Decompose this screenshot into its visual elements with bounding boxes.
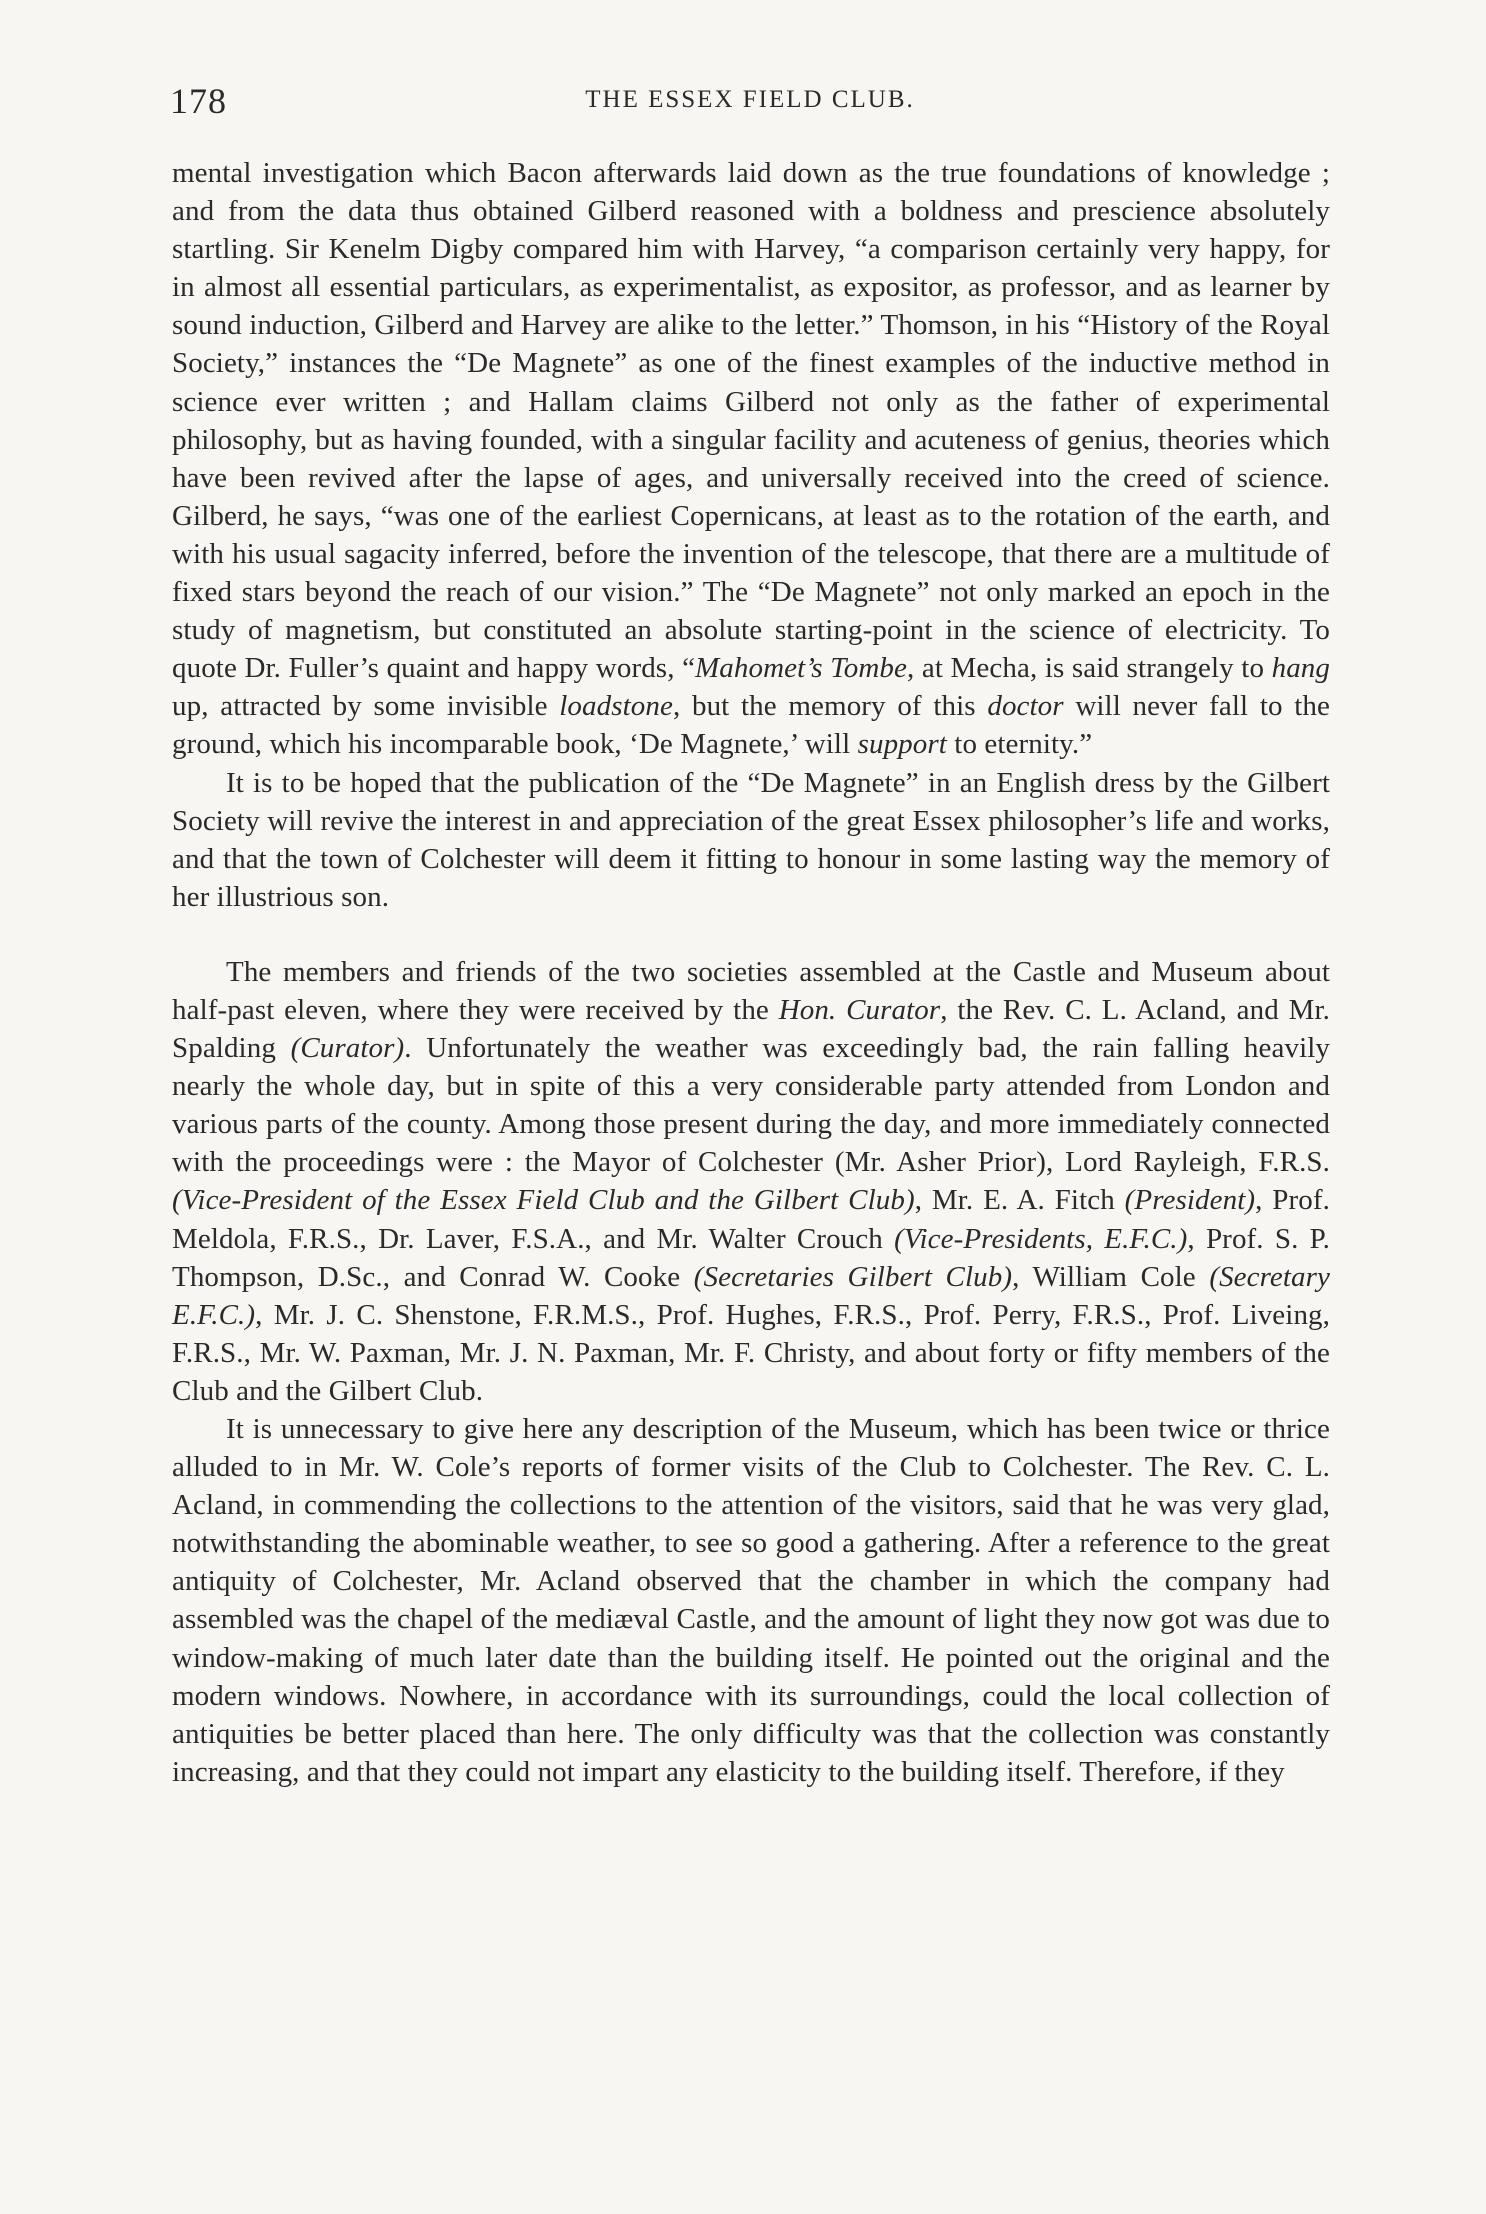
text-run: , Mr. E. A. Fitch	[914, 1184, 1125, 1217]
text-run: , Mr. J. C. Shenstone, F.R.M.S., Prof. Hughes, F.R.S., Prof. Perry, F.R.S., Prof. Liveing, F.R.S., Mr. W. Paxman, Mr. J. N. Paxman, Mr. F. Christy, and about forty or fifty members of the Club and the Gilbert Club.	[172, 1298, 1330, 1407]
text-run: It is unnecessary to give here any description of the Museum, which has been twice or thrice alluded to in Mr. W. Cole’s reports of former visits of the Club to Colchester. The Rev. C. L. Acland, in commending the collections to the attention of the visitors, said that he was very glad, notwithstanding the abominable weather, to see so good a gathering. After a reference to the great antiquity of Colchester, Mr. Acland observed that the chamber in which the company had assembled was the chapel of the mediæval Castle, and the amount of light they now got was due to window-making of much later date than the building itself. He pointed out the original and the modern windows. Nowhere, in accordance with its surroundings, could the local collection of antiquities be better placed than here. The only difficulty was that the collection was constantly increasing, and that they could not impart any elasticity to the building itself. Therefore, if they	[172, 1413, 1330, 1788]
italic-text: support	[857, 728, 947, 761]
text-run: up, attracted by some invisible	[172, 690, 560, 723]
italic-text: Mahomet’s Tombe	[695, 652, 907, 685]
text-run: , at Mecha, is said strangely to	[907, 652, 1272, 685]
italic-text: Hon. Curator	[778, 993, 941, 1026]
text-run: , the Rev. C. L. Acland, and Mr. Spalding	[172, 993, 1330, 1065]
text-run: , Prof. S. P. Thompson, D.Sc., and Conrad W. Cooke	[172, 1222, 1330, 1293]
text-run: The members and friends of the two societies assembled at the Castle and Museum about half-past eleven, where they were received by the	[172, 955, 1330, 1026]
italic-text: (Secretary E.F.C.)	[172, 1260, 1331, 1331]
page-number: 178	[170, 81, 227, 121]
italic-text: (Vice-Presidents, E.F.C.)	[894, 1222, 1188, 1255]
italic-text: (Secretaries Gilbert Club)	[693, 1260, 1013, 1293]
text-run: to eternity.”	[946, 728, 1093, 761]
italic-text: doctor	[987, 690, 1064, 723]
paragraph	[172, 1410, 1330, 1791]
text-run: , but the memory of this	[672, 690, 988, 723]
text-run: , Prof. Meldola, F.R.S., Dr. Laver, F.S.A., and Mr. Walter Crouch	[172, 1184, 1330, 1255]
italic-text: (President)	[1124, 1184, 1256, 1217]
running-title: THE ESSEX FIELD CLUB.	[585, 86, 915, 113]
paragraph	[172, 953, 1330, 1410]
text-run: , William Cole	[1012, 1260, 1210, 1293]
page-header	[170, 80, 1330, 130]
text-run: will never fall to the ground, which his incomparable book, ‘De Magnete,’ will	[172, 690, 1331, 761]
italic-text: loadstone	[559, 690, 673, 723]
section-break	[172, 916, 1330, 953]
text-run: It is to be hoped that the publication of the “De Magnete” in an English dress by the Gilbert Society will revive the interest in and appreciation of the great Essex philosopher’s life and works, and that the town of Colchester will deem it fitting to honour in some lasting way the memory of her illustrious son.	[172, 766, 1330, 913]
italic-text: (Vice-President of the Essex Field Club and the Gilbert Club)	[172, 1184, 915, 1217]
body-text	[172, 154, 1330, 1791]
paragraph	[172, 764, 1330, 916]
italic-text: hang	[1271, 652, 1330, 685]
paragraph	[172, 154, 1330, 764]
text-run: . Unfortunately the weather was exceedingly bad, the rain falling heavily nearly the whole day, but in spite of this a very considerable party attended from London and various parts of the county. Among those present during the day, and more immediately connected with the proceedings were : the Mayor of Colchester (Mr. Asher Prior), Lord Rayleigh, F.R.S.	[172, 1032, 1330, 1179]
text-run: mental investigation which Bacon afterwards laid down as the true foundations of knowledge ; and from the data thus obtained Gilberd reasoned with a boldness and prescience absolutely startling. Sir Kenelm Digby compared him with Harvey, “a comparison certainly very happy, for in almost all essential particulars, as experimentalist, as expositor, as professor, and as learner by sound induction, Gilberd and Harvey are alike to the letter.” Thomson, in his “History of the Royal Society,” instances the “De Magnete” as one of the finest examples of the inductive method in science ever written ; and Hallam claims Gilberd not only as the father of experimental philosophy, but as having founded, with a singular facility and acuteness of genius, theories which have been revived after the lapse of ages, and universally received into the creed of science. Gilberd, he says, “was one of the earliest Copernicans, at least as to the rotation of the earth, and with his usual sagacity inferred, before the invention of the telescope, that there are a multitude of fixed stars beyond the reach of our vision.” The “De Magnete” not only marked an epoch in the study of magnetism, but constituted an absolute starting-point in the science of electricity. To quote Dr. Fuller’s quaint and happy words, “	[172, 157, 1330, 685]
italic-text: (Curator)	[290, 1032, 405, 1065]
